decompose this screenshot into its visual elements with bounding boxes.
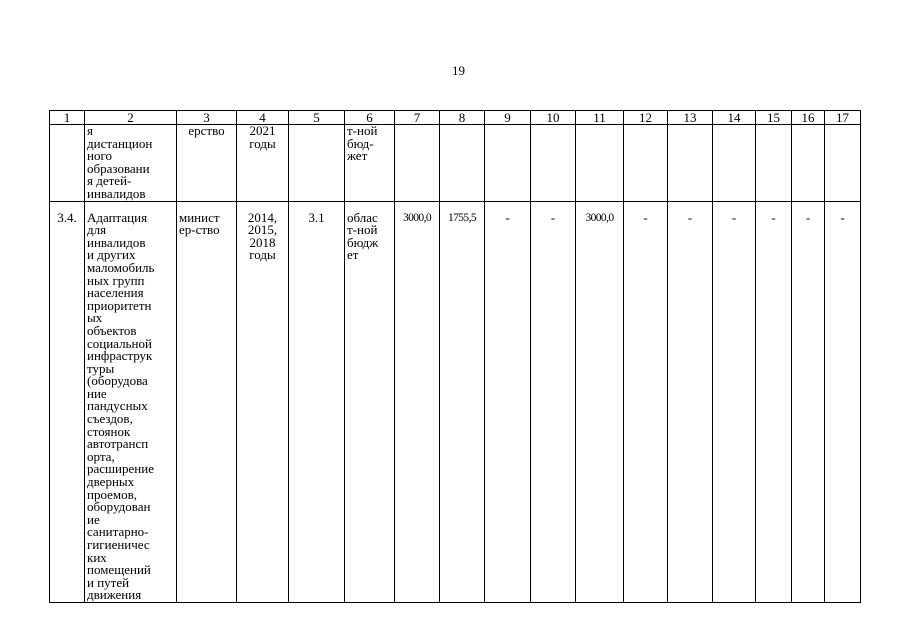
header-cell: 10 bbox=[531, 111, 576, 125]
cell-years: 2014, 2015, 2018 годы bbox=[237, 208, 289, 603]
cell-empty bbox=[576, 125, 624, 202]
cell-empty bbox=[792, 125, 825, 202]
header-cell: 15 bbox=[756, 111, 792, 125]
header-cell: 11 bbox=[576, 111, 624, 125]
header-cell: 14 bbox=[713, 111, 756, 125]
header-cell: 3 bbox=[177, 111, 237, 125]
header-cell: 7 bbox=[395, 111, 440, 125]
header-cell: 12 bbox=[624, 111, 668, 125]
cell-empty bbox=[668, 125, 713, 202]
cell-year-value: - bbox=[531, 208, 576, 603]
cell-year-value: - bbox=[825, 208, 861, 603]
header-cell: 4 bbox=[237, 111, 289, 125]
cell-empty bbox=[395, 125, 440, 202]
cell-executor: минист ер-ство bbox=[177, 208, 237, 603]
cell-empty bbox=[825, 125, 861, 202]
header-cell: 5 bbox=[289, 111, 345, 125]
cell-measure-name: Адаптация для инвалидов и других маломобиль ных групп населения приоритетн ых объектов социальной инфраструк туры (оборудова ние пандусных съездов, стоянок автотрансп орта, расширение дверных проемов, оборудован ие санитарно- гигиеничес ких помещений и путей движения bbox=[85, 208, 177, 603]
cell-year-value: - bbox=[756, 208, 792, 603]
cell-years: 2021 годы bbox=[237, 125, 289, 202]
header-cell: 8 bbox=[440, 111, 485, 125]
cell-year-value: - bbox=[792, 208, 825, 603]
header-cell: 13 bbox=[668, 111, 713, 125]
cell-measure-name: я дистанцион ного образовани я детей- инвалидов bbox=[85, 125, 177, 202]
cell-empty bbox=[713, 125, 756, 202]
cell-code bbox=[289, 125, 345, 202]
cell-year-value: - bbox=[624, 208, 668, 603]
header-cell: 9 bbox=[485, 111, 531, 125]
header-cell: 6 bbox=[345, 111, 395, 125]
page-number: 19 bbox=[452, 63, 465, 78]
table-header-row bbox=[50, 111, 861, 125]
cell-year-value: - bbox=[713, 208, 756, 603]
cell-number bbox=[50, 125, 85, 202]
cell-empty bbox=[485, 125, 531, 202]
cell-year-value: 3000,0 bbox=[576, 208, 624, 603]
cell-empty bbox=[756, 125, 792, 202]
cell-empty bbox=[440, 125, 485, 202]
header-cell: 16 bbox=[792, 111, 825, 125]
cell-total: 3000,0 bbox=[395, 208, 440, 603]
cell-number: 3.4. bbox=[50, 208, 85, 603]
header-cell: 1 bbox=[50, 111, 85, 125]
table-row-continued bbox=[50, 125, 861, 202]
table-row-3-4 bbox=[50, 208, 861, 603]
cell-empty bbox=[624, 125, 668, 202]
cell-empty bbox=[531, 125, 576, 202]
cell-year-value: - bbox=[485, 208, 531, 603]
cell-year-value: - bbox=[668, 208, 713, 603]
cell-year-value: 1755,5 bbox=[440, 208, 485, 603]
program-table bbox=[49, 110, 861, 603]
cell-budget-source: облас т-ной бюдж ет bbox=[345, 208, 395, 603]
header-cell: 2 bbox=[85, 111, 177, 125]
cell-budget-source: т-ной бюд- жет bbox=[345, 125, 395, 202]
header-cell: 17 bbox=[825, 111, 861, 125]
cell-executor: ерство bbox=[177, 125, 237, 202]
cell-code: 3.1 bbox=[289, 208, 345, 603]
